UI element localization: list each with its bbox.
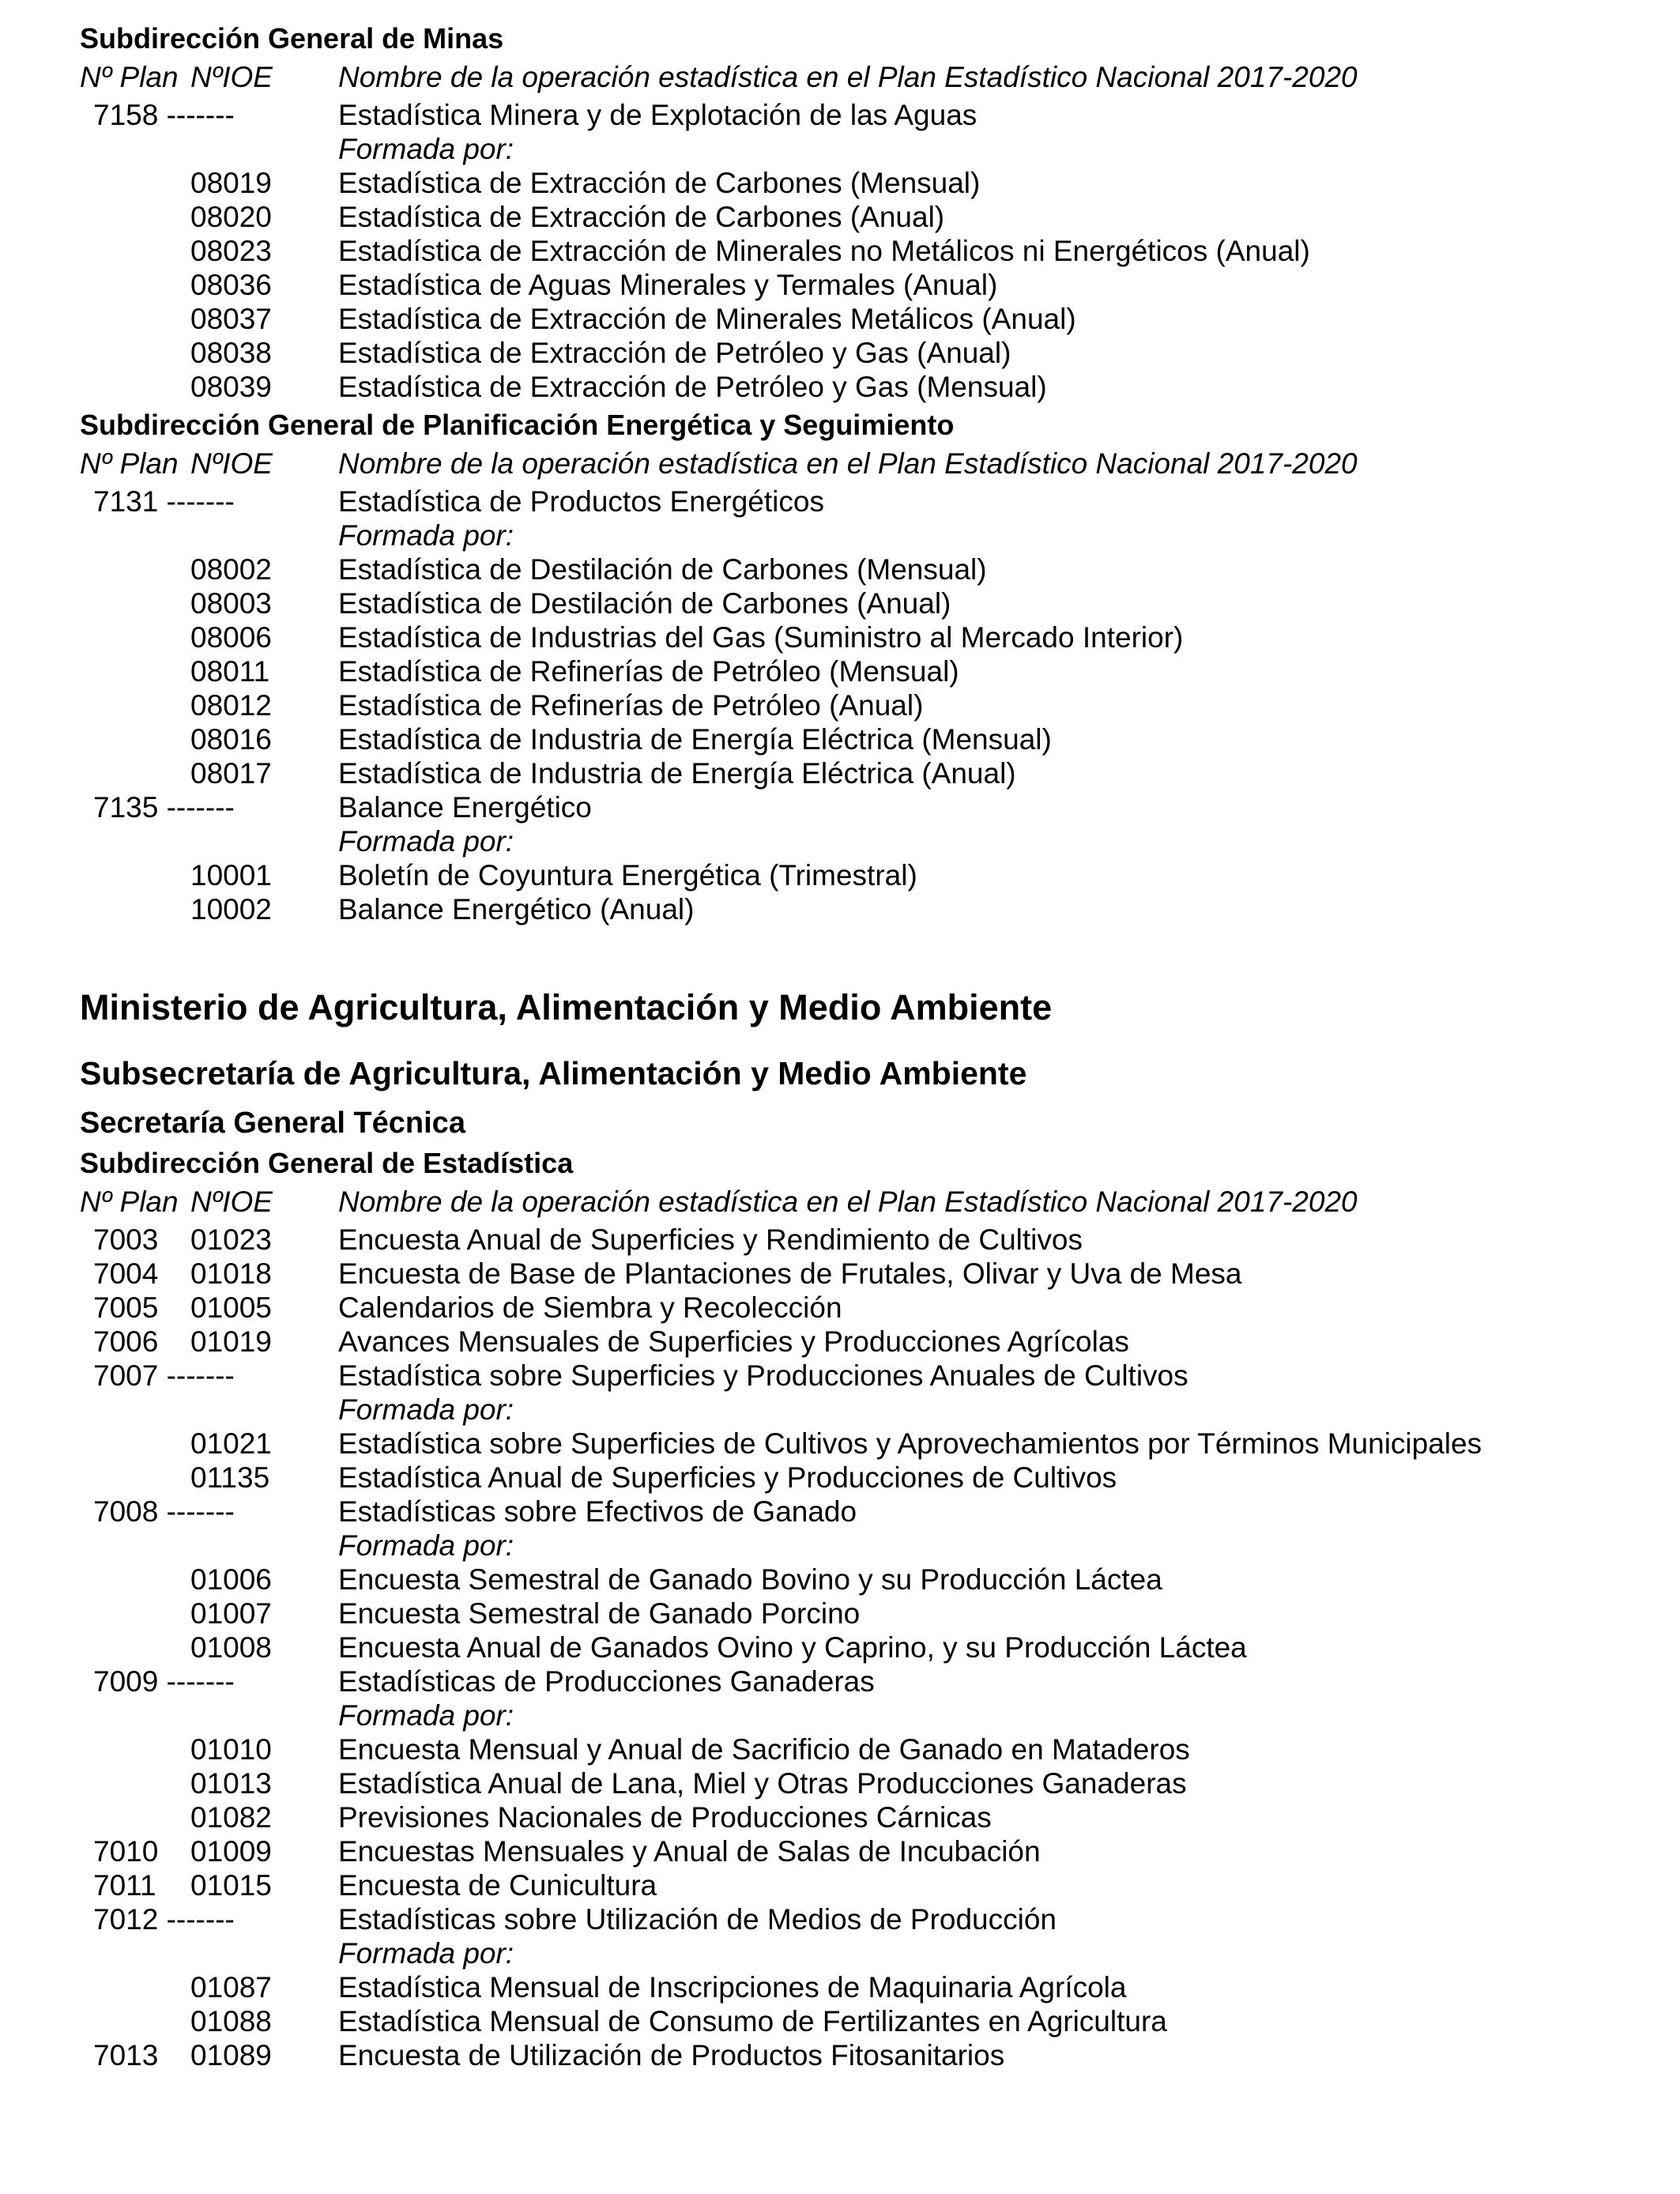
plan-number: 7006 [93, 1325, 159, 1358]
ioe-number: 01023 [190, 1223, 272, 1256]
ioe-number: 01018 [190, 1257, 272, 1290]
operation-name: Previsiones Nacionales de Producciones Cárnicas [338, 1801, 992, 1834]
column-header-name: Nombre de la operación estadística en el Plan Estadístico Nacional 2017-2020 [338, 1186, 1358, 1218]
column-header-ioe: NºIOE [190, 61, 273, 93]
ioe-number: 01006 [190, 1563, 272, 1596]
ioe-number: 01015 [190, 1869, 272, 1902]
ioe-number: 08036 [190, 269, 272, 301]
ioe-number: 08020 [190, 201, 272, 233]
plan-number: 7131 ------- [93, 485, 235, 518]
ioe-number: 01019 [190, 1325, 272, 1358]
operation-name: Estadística Mensual de Consumo de Fertilizantes en Agricultura [338, 2005, 1167, 2038]
ioe-number: 01007 [190, 1597, 272, 1630]
operation-name: Encuesta de Utilización de Productos Fitosanitarios [338, 2039, 1005, 2071]
ioe-number: 10001 [190, 859, 272, 892]
operation-name: Formada por: [338, 1937, 514, 1970]
ioe-number: 01089 [190, 2039, 272, 2071]
operation-name: Encuesta Semestral de Ganado Bovino y su Producción Láctea [338, 1563, 1162, 1596]
ioe-number: 10002 [190, 893, 272, 925]
column-header-plan: Nº Plan [80, 61, 179, 93]
plan-number: 7003 [93, 1223, 159, 1256]
column-header-plan: Nº Plan [80, 447, 179, 480]
ioe-number: 08006 [190, 621, 272, 654]
ioe-number: 01013 [190, 1767, 272, 1800]
operation-name: Estadística de Extracción de Carbones (Mensual) [338, 167, 981, 199]
operation-name: Estadística sobre Superficies y Producciones Anuales de Cultivos [338, 1359, 1188, 1392]
operation-name: Estadística de Extracción de Carbones (Anual) [338, 201, 945, 233]
ioe-number: 01008 [190, 1631, 272, 1664]
ioe-number: 08011 [190, 655, 270, 688]
ioe-number: 08012 [190, 689, 272, 722]
plan-number: 7012 ------- [93, 1903, 235, 1936]
column-header-plan: Nº Plan [80, 1186, 179, 1218]
ioe-number: 08002 [190, 553, 272, 586]
operation-name: Formada por: [338, 519, 514, 552]
plan-number: 7008 ------- [93, 1495, 235, 1528]
ioe-number: 01135 [190, 1461, 270, 1494]
operation-name: Estadística de Extracción de Petróleo y Gas (Mensual) [338, 371, 1047, 403]
operation-name: Encuesta de Base de Plantaciones de Frutales, Olivar y Uva de Mesa [338, 1257, 1242, 1290]
operation-name: Estadísticas de Producciones Ganaderas [338, 1665, 875, 1698]
ioe-number: 08023 [190, 235, 272, 267]
ioe-number: 01021 [190, 1427, 272, 1460]
operation-name: Formada por: [338, 825, 514, 858]
operation-name: Encuesta de Cunicultura [338, 1869, 657, 1902]
section-heading-estadistica: Subdirección General de Estadística [80, 1147, 574, 1179]
operation-name: Estadística Minera y de Explotación de las Aguas [338, 99, 977, 131]
operation-name: Encuesta Mensual y Anual de Sacrificio de Ganado en Mataderos [338, 1733, 1190, 1766]
section-heading-minas: Subdirección General de Minas [80, 22, 504, 55]
operation-name: Estadística de Extracción de Petróleo y Gas (Anual) [338, 337, 1011, 369]
column-header-name: Nombre de la operación estadística en el Plan Estadístico Nacional 2017-2020 [338, 447, 1358, 480]
column-header-ioe: NºIOE [190, 447, 273, 480]
plan-number: 7011 [93, 1869, 156, 1902]
operation-name: Estadística de Industria de Energía Eléctrica (Anual) [338, 757, 1016, 790]
operation-name: Estadística de Productos Energéticos [338, 485, 824, 518]
secretaria-heading: Secretaría General Técnica [80, 1106, 465, 1140]
operation-name: Estadística de Extracción de Minerales no Metálicos ni Energéticos (Anual) [338, 235, 1310, 267]
operation-name: Estadística de Refinerías de Petróleo (Anual) [338, 689, 924, 722]
operation-name: Estadísticas sobre Utilización de Medios de Producción [338, 1903, 1057, 1936]
plan-number: 7135 ------- [93, 791, 235, 824]
plan-number: 7004 [93, 1257, 159, 1290]
plan-number: 7005 [93, 1291, 159, 1324]
operation-name: Estadística de Destilación de Carbones (Anual) [338, 587, 951, 620]
ioe-number: 08016 [190, 723, 272, 756]
operation-name: Balance Energético (Anual) [338, 893, 695, 925]
column-header-ioe: NºIOE [190, 1186, 273, 1218]
operation-name: Estadística sobre Superficies de Cultivos y Aprovechamientos por Términos Municipales [338, 1427, 1482, 1460]
column-header-name: Nombre de la operación estadística en el Plan Estadístico Nacional 2017-2020 [338, 61, 1358, 93]
ministry-heading: Ministerio de Agricultura, Alimentación y Medio Ambiente [80, 987, 1053, 1027]
plan-number: 7010 [93, 1835, 159, 1868]
operation-name: Estadística de Extracción de Minerales Metálicos (Anual) [338, 303, 1076, 335]
operation-name: Estadística de Industria de Energía Eléctrica (Mensual) [338, 723, 1052, 756]
ioe-number: 01087 [190, 1971, 272, 2004]
operation-name: Estadística de Destilación de Carbones (Mensual) [338, 553, 987, 586]
operation-name: Estadística de Industrias del Gas (Suministro al Mercado Interior) [338, 621, 1184, 654]
ioe-number: 08038 [190, 337, 272, 369]
ioe-number: 01009 [190, 1835, 272, 1868]
operation-name: Balance Energético [338, 791, 592, 824]
section-heading-planificacion: Subdirección General de Planificación Energética y Seguimiento [80, 409, 955, 441]
operation-name: Encuestas Mensuales y Anual de Salas de Incubación [338, 1835, 1041, 1868]
operation-name: Formada por: [338, 1393, 514, 1426]
ioe-number: 01010 [190, 1733, 272, 1766]
operation-name: Avances Mensuales de Superficies y Producciones Agrícolas [338, 1325, 1129, 1358]
operation-name: Estadística de Refinerías de Petróleo (Mensual) [338, 655, 959, 688]
operation-name: Formada por: [338, 1699, 514, 1732]
plan-number: 7013 [93, 2039, 159, 2071]
ioe-number: 08039 [190, 371, 272, 403]
operation-name: Estadísticas sobre Efectivos de Ganado [338, 1495, 857, 1528]
ioe-number: 01005 [190, 1291, 272, 1324]
operation-name: Formada por: [338, 133, 514, 165]
plan-number: 7158 ------- [93, 99, 235, 131]
ioe-number: 08019 [190, 167, 272, 199]
ioe-number: 08017 [190, 757, 272, 790]
operation-name: Boletín de Coyuntura Energética (Trimestral) [338, 859, 917, 892]
operation-name: Encuesta Anual de Ganados Ovino y Caprino, y su Producción Láctea [338, 1631, 1247, 1664]
operation-name: Formada por: [338, 1529, 514, 1562]
operation-name: Estadística Anual de Lana, Miel y Otras Producciones Ganaderas [338, 1767, 1187, 1800]
plan-number: 7009 ------- [93, 1665, 235, 1698]
operation-name: Estadística Anual de Superficies y Producciones de Cultivos [338, 1461, 1117, 1494]
operation-name: Encuesta Anual de Superficies y Rendimiento de Cultivos [338, 1223, 1083, 1256]
ioe-number: 01088 [190, 2005, 272, 2038]
operation-name: Estadística Mensual de Inscripciones de Maquinaria Agrícola [338, 1971, 1127, 2004]
ioe-number: 08003 [190, 587, 272, 620]
operation-name: Estadística de Aguas Minerales y Termales (Anual) [338, 269, 998, 301]
ioe-number: 08037 [190, 303, 272, 335]
plan-number: 7007 ------- [93, 1359, 235, 1392]
operation-name: Encuesta Semestral de Ganado Porcino [338, 1597, 861, 1630]
subsecretaria-heading: Subsecretaría de Agricultura, Alimentación y Medio Ambiente [80, 1055, 1027, 1091]
ioe-number: 01082 [190, 1801, 272, 1834]
operation-name: Calendarios de Siembra y Recolección [338, 1291, 842, 1324]
